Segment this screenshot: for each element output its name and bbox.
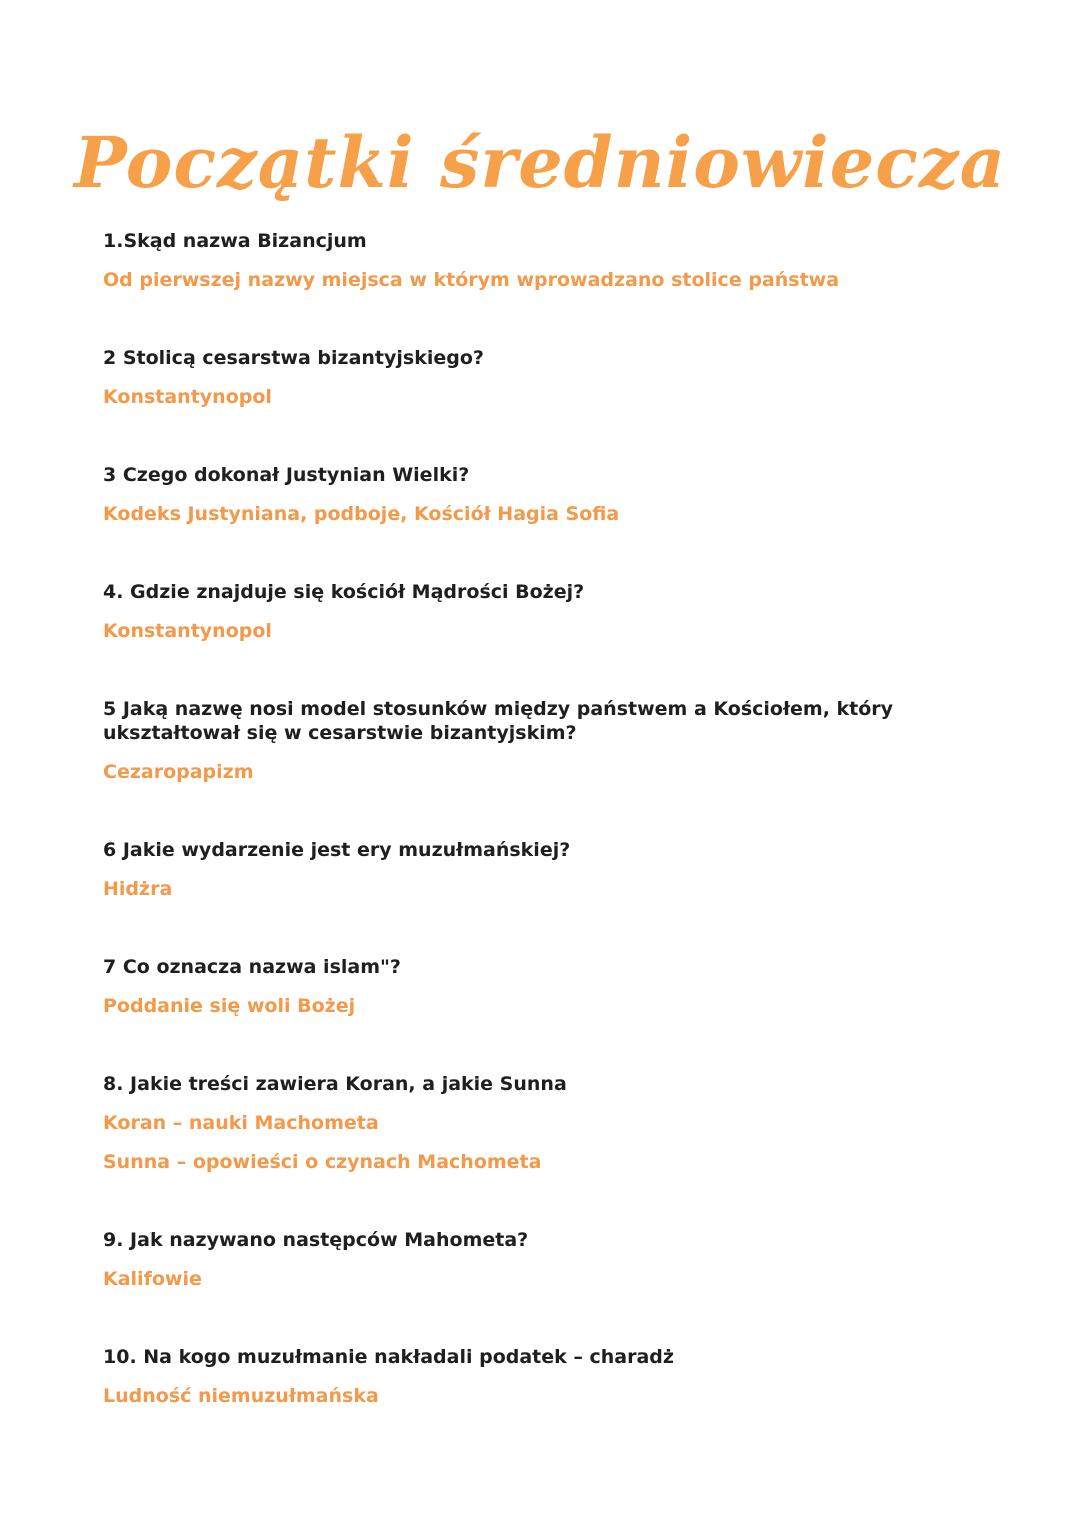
question-4: 4. Gdzie znajduje się kościół Mądrości Bożej? xyxy=(103,581,585,603)
question-1: 1.Skąd nazwa Bizancjum xyxy=(103,230,367,252)
qa-item-9 xyxy=(103,1228,963,1291)
question-3: 3 Czego dokonał Justynian Wielki? xyxy=(103,464,470,486)
answer-6: Hidżra xyxy=(103,878,173,900)
qa-item-3 xyxy=(103,463,963,526)
qa-item-2 xyxy=(103,346,963,409)
answer-10: Ludność niemuzułmańska xyxy=(103,1385,379,1407)
question-8: 8. Jakie treści zawiera Koran, a jakie Sunna xyxy=(103,1073,567,1095)
answer-9: Kalifowie xyxy=(103,1268,202,1290)
qa-item-8 xyxy=(103,1072,963,1174)
question-2: 2 Stolicą cesarstwa bizantyjskiego? xyxy=(103,347,484,369)
answer-5: Cezaropapizm xyxy=(103,761,254,783)
qa-item-4 xyxy=(103,580,963,643)
question-7: 7 Co oznacza nazwa islam"? xyxy=(103,956,401,978)
qa-item-6 xyxy=(103,838,963,901)
question-9: 9. Jak nazywano następców Mahometa? xyxy=(103,1229,529,1251)
page-title: Początki średniowiecza xyxy=(73,121,1007,204)
question-5: 5 Jaką nazwę nosi model stosunków między państwem a Kościołem, który ukształtował się w cesarstwie bizantyjskim? xyxy=(103,698,894,744)
qa-item-7 xyxy=(103,955,963,1018)
answer-8b: Sunna – opowieści o czynach Machometa xyxy=(103,1151,542,1173)
answer-2: Konstantynopol xyxy=(103,386,272,408)
answer-4: Konstantynopol xyxy=(103,620,272,642)
qa-item-10 xyxy=(103,1345,963,1408)
qa-item-1 xyxy=(103,229,963,292)
answer-3: Kodeks Justyniana, podboje, Kościół Hagia Sofia xyxy=(103,503,620,525)
qa-item-5 xyxy=(103,697,963,784)
answer-8a: Koran – nauki Machometa xyxy=(103,1112,379,1134)
question-6: 6 Jakie wydarzenie jest ery muzułmańskiej? xyxy=(103,839,571,861)
answer-1: Od pierwszej nazwy miejsca w którym wprowadzano stolice państwa xyxy=(103,269,840,291)
question-10: 10. Na kogo muzułmanie nakładali podatek – charadż xyxy=(103,1346,674,1368)
answer-7: Poddanie się woli Bożej xyxy=(103,995,356,1017)
